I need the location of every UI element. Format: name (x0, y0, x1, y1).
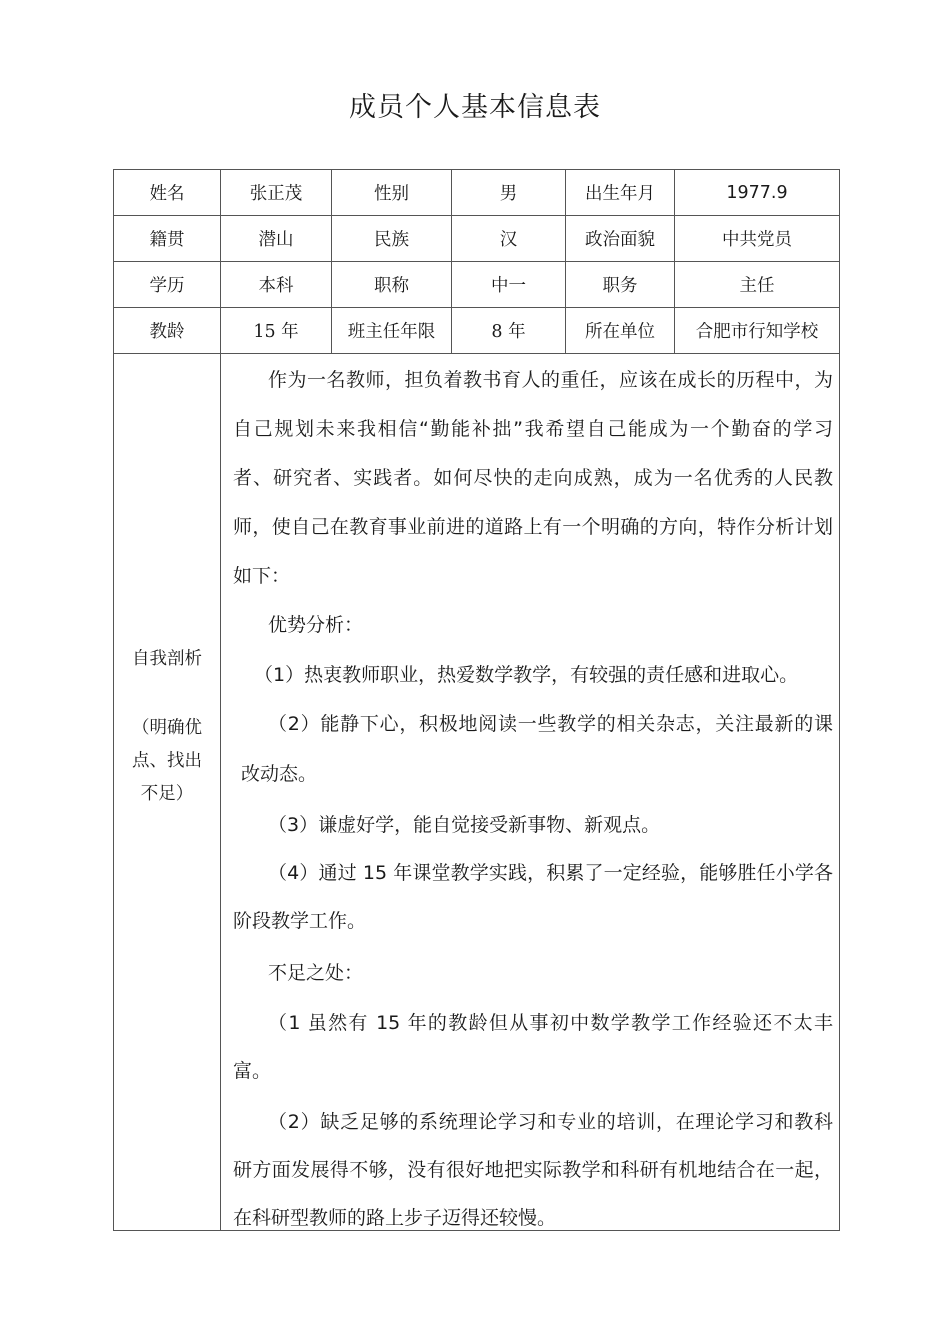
value-political: 中共党员 (675, 216, 840, 262)
label-teaching-years: 教龄 (114, 308, 221, 354)
table-row (114, 170, 840, 216)
label-birth: 出生年月 (566, 170, 675, 216)
label-workplace: 所在单位 (566, 308, 675, 354)
paragraph-line: 研方面发展得不够，没有很好地把实际教学和科研有机地结合在一起， (233, 1159, 833, 1181)
self-analysis-content-cell (221, 354, 840, 1231)
table-row (114, 354, 840, 1231)
self-analysis-label-cell (114, 354, 221, 1231)
paragraph-line: （2）缺乏足够的系统理论学习和专业的培训，在理论学习和教科 (268, 1111, 833, 1133)
paragraph-line: （2）能静下心，积极地阅读一些教学的相关杂志，关注最新的课 (268, 713, 833, 735)
label-hometown: 籍贯 (114, 216, 221, 262)
self-analysis-label: 自我剖析 (132, 648, 202, 669)
sublabel-line: 点、找出 (132, 750, 202, 771)
value-ethnicity: 汉 (452, 216, 566, 262)
paragraph-line: 如下： (233, 565, 291, 587)
paragraph-line: （1）热衷教师职业，热爱数学教学，有较强的责任感和进取心。 (254, 664, 799, 686)
value-title: 中一 (452, 262, 566, 308)
value-headteacher-years: 8 年 (452, 308, 566, 354)
label-headteacher-years: 班主任年限 (332, 308, 452, 354)
sublabel-line: 不足） (140, 783, 194, 804)
value-name: 张正茂 (221, 170, 332, 216)
label-gender: 性别 (332, 170, 452, 216)
table-row (114, 308, 840, 354)
value-gender: 男 (452, 170, 566, 216)
table-row (114, 262, 840, 308)
paragraph-line: 改动态。 (241, 763, 318, 785)
paragraph-line: （1 虽然有 15 年的教龄但从事初中数学教学工作经验还不太丰 (268, 1012, 833, 1034)
paragraph-line: 阶段教学工作。 (233, 910, 367, 932)
label-education: 学历 (114, 262, 221, 308)
self-analysis-text (221, 354, 839, 1230)
label-name: 姓名 (114, 170, 221, 216)
value-education: 本科 (221, 262, 332, 308)
value-position: 主任 (675, 262, 840, 308)
value-teaching-years: 15 年 (221, 308, 332, 354)
self-analysis-sublabel (114, 712, 220, 811)
paragraph-line: 在科研型教师的路上步子迈得还较慢。 (233, 1207, 557, 1229)
paragraph-line: 富。 (233, 1060, 272, 1082)
label-title: 职称 (332, 262, 452, 308)
label-position: 职务 (566, 262, 675, 308)
sublabel-line: （明确优 (132, 717, 202, 738)
table-row (114, 216, 840, 262)
page-title: 成员个人基本信息表 (349, 92, 601, 123)
section-heading: 不足之处： (268, 962, 364, 984)
paragraph-line: （3）谦虚好学，能自觉接受新事物、新观点。 (268, 814, 661, 836)
value-hometown: 潜山 (221, 216, 332, 262)
paragraph-line: （4）通过 15 年课堂教学实践，积累了一定经验，能够胜任小学各 (268, 862, 833, 884)
label-political: 政治面貌 (566, 216, 675, 262)
info-table (113, 169, 840, 1231)
label-ethnicity: 民族 (332, 216, 452, 262)
value-workplace: 合肥市行知学校 (675, 308, 840, 354)
paragraph-line: 师，使自己在教育事业前进的道路上有一个明确的方向，特作分析计划 (233, 516, 833, 538)
paragraph-line: 者、研究者、实践者。如何尽快的走向成熟，成为一名优秀的人民教 (233, 467, 833, 489)
value-birth: 1977.9 (675, 170, 840, 216)
section-heading: 优势分析： (268, 614, 364, 636)
paragraph-line: 作为一名教师，担负着教书育人的重任，应该在成长的历程中，为 (268, 369, 833, 391)
paragraph-line: 自己规划未来我相信“勤能补拙”我希望自己能成为一个勤奋的学习 (233, 418, 833, 440)
